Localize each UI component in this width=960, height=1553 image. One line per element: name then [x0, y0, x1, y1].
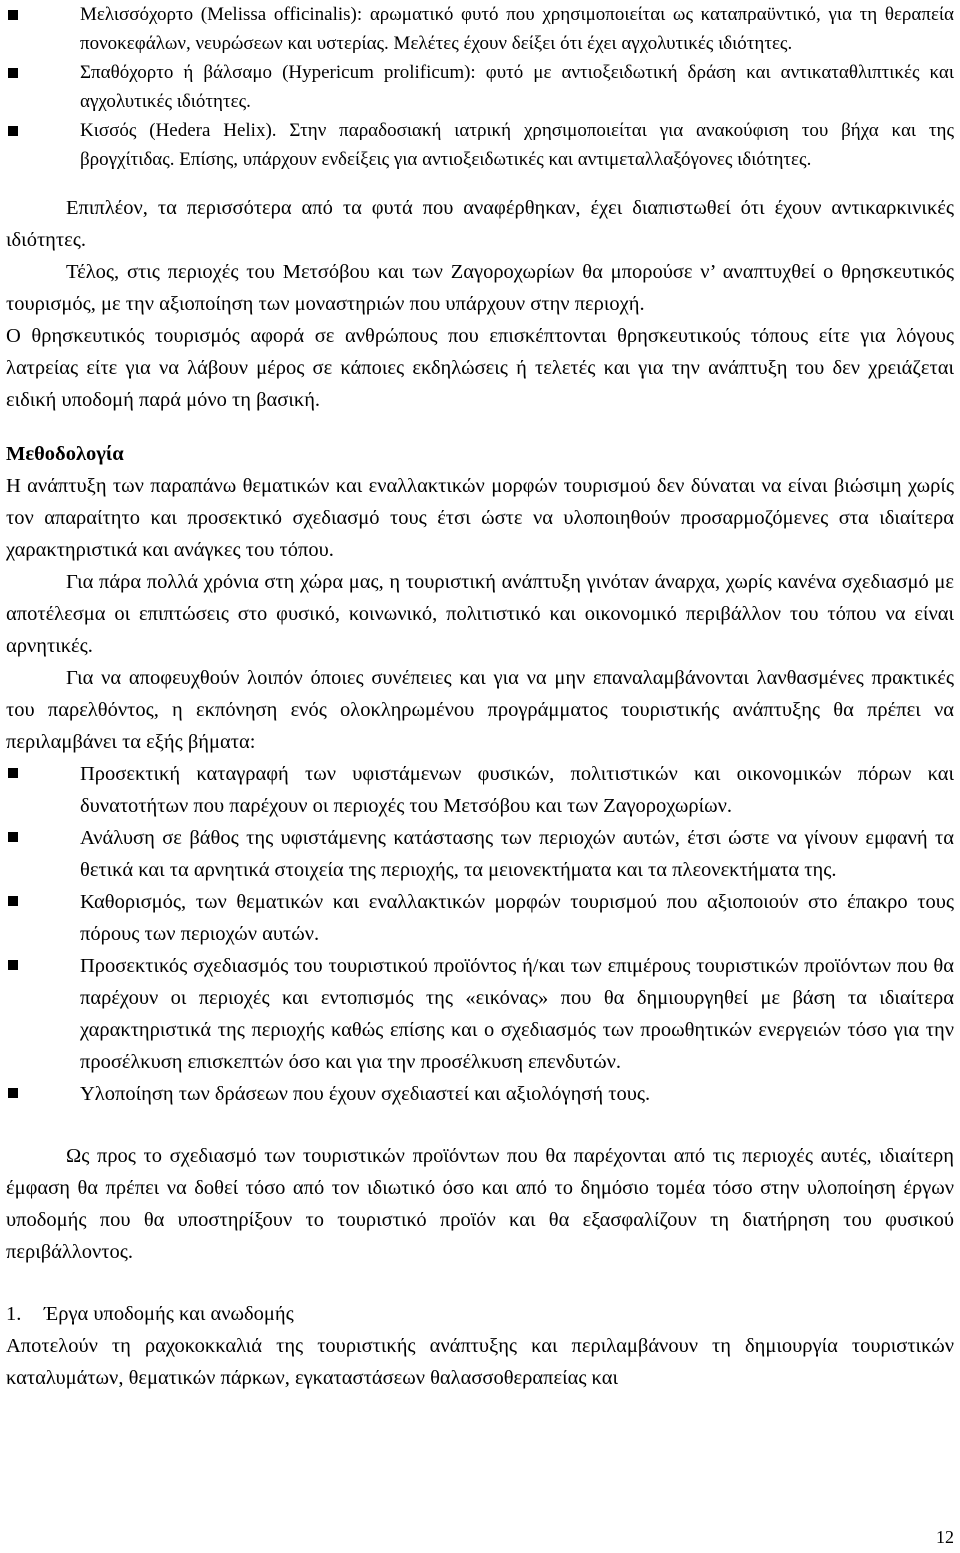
list-item: Υλοποίηση των δράσεων που έχουν σχεδιαστεί και αξιολόγησή τους. — [6, 1078, 954, 1110]
herbs-bullet-list — [6, 0, 954, 174]
anticancer-paragraph: Επιπλέον, τα περισσότερα από τα φυτά που αναφέρθηκαν, έχει διαπιστωθεί ότι έχουν αντικαρκινικές ιδιότητες. — [6, 197, 954, 251]
square-bullet-icon — [8, 832, 18, 842]
list-item: Κισσός (Hedera Helix). Στην παραδοσιακή ιατρική χρησιμοποιείται για ανακούφιση του βήχα και της βρογχίτιδας. Επίσης, υπάρχουν ενδείξεις για αντιοξειδωτικές και αντιμεταλλαξόγονες ιδιότητες. — [6, 116, 954, 174]
section-1-title: Έργα υποδομής και ανωδομής — [44, 1303, 294, 1325]
steps-bullet-list — [6, 758, 954, 1110]
methodology-paragraph-3: Για να αποφευχθούν λοιπόν όποιες συνέπειες και για να μην επαναλαμβάνονται λανθασμένες πρακτικές του παρελθόντος, η εκπόνηση ενός ολοκληρωμένου προγράμματος τουριστικής ανάπτυξης θα πρέπει να περιλαμβάνει τα εξής βήματα: — [6, 667, 954, 753]
list-item: Μελισσόχορτο (Melissa officinalis): αρωματικό φυτό που χρησιμοποιείται ως καταπραϋντικό, για τη θεραπεία πονοκεφάλων, νευρώσεων και υστερίας. Μελέτες έχουν δείξει ότι έχει αγχολυτικές ιδιότητες. — [6, 0, 954, 58]
list-item: Προσεκτικός σχεδιασμός του τουριστικού προϊόντος ή/και των επιμέρους τουριστικών προϊόντων που θα παρέχουν οι περιοχές και εντοπισμός της «εικόνας» που θα δημιουργηθεί με βάση τα ιδιαίτερα χαρακτηριστικά της περιοχής καθώς επίσης και ο σχεδιασμός των προωθητικών ενεργειών τόσο για την προσέλκυση επισκεπτών όσο και για την προσέλκυση επενδυτών. — [6, 950, 954, 1078]
design-paragraph: Ως προς το σχεδιασμό των τουριστικών προϊόντων που θα παρέχονται από τις περιοχές αυτές, ιδιαίτερη έμφαση θα πρέπει να δοθεί τόσο από τον ιδιωτικό όσο και από το δημόσιο τομέα τόσο στην υλοποίηση έργων υποδομής που θα υποστηρίξουν το τουριστικό προϊόν και θα εξασφαλίζουν τη διατήρηση του φυσικού περιβάλλοντος. — [6, 1145, 954, 1263]
section-1-heading — [6, 1298, 954, 1330]
square-bullet-icon — [8, 960, 18, 970]
religious-tourism-paragraph-2: Ο θρησκευτικός τουρισμός αφορά σε ανθρώπους που επισκέπτονται θρησκευτικούς τόπους είτε για λόγους λατρείας είτε για να λάβουν μέρος σε κάποιες εκδηλώσεις ή τελετές και για την ανάπτυξη του δεν χρειάζεται ειδική υποδομή παρά μόνο τη βασική. — [6, 325, 954, 411]
methodology-paragraph-1: Η ανάπτυξη των παραπάνω θεματικών και εναλλακτικών μορφών τουρισμού δεν δύναται να είναι βιώσιμη χωρίς τον απαραίτητο και προσεκτικό σχεδιασμό τους έτσι ώστε να υλοποιηθούν προσαρμοζόμενες στα ιδιαίτερα χαρακτηριστικά και ανάγκες του τόπου. — [6, 475, 954, 561]
square-bullet-icon — [8, 10, 18, 20]
square-bullet-icon — [8, 68, 18, 78]
page-number: 12 — [936, 1527, 954, 1547]
square-bullet-icon — [8, 1088, 18, 1098]
list-item: Προσεκτική καταγραφή των υφιστάμενων φυσικών, πολιτιστικών και οικονομικών πόρων και δυνατοτήτων που παρέχουν οι περιοχές του Μετσόβου και των Ζαγοροχωρίων. — [6, 758, 954, 822]
square-bullet-icon — [8, 896, 18, 906]
list-item: Ανάλυση σε βάθος της υφιστάμενης κατάστασης των περιοχών αυτών, έτσι ώστε να γίνουν εμφανή τα θετικά και τα αρνητικά στοιχεία της περιοχής, τα μειονεκτήματα και τα πλεονεκτήματα της. — [6, 822, 954, 886]
religious-tourism-paragraph-1: Τέλος, στις περιοχές του Μετσόβου και των Ζαγοροχωρίων θα μπορούσε ν’ αναπτυχθεί ο θρησκευτικός τουρισμός, με την αξιοποίηση των μοναστηριών που υπάρχουν στην περιοχή. — [6, 261, 954, 315]
list-item: Σπαθόχορτο ή βάλσαμο (Hypericum prolificum): φυτό με αντιοξειδωτική δράση και αντικαταθλιπτικές και αγχολυτικές ιδιότητες. — [6, 58, 954, 116]
methodology-heading: Μεθοδολογία — [6, 443, 124, 465]
square-bullet-icon — [8, 768, 18, 778]
methodology-paragraph-2: Για πάρα πολλά χρόνια στη χώρα μας, η τουριστική ανάπτυξη γινόταν άναρχα, χωρίς κανένα σχεδιασμό με αποτέλεσμα οι επιπτώσεις στο φυσικό, κοινωνικό, πολιτιστικό και οικονομικό περιβάλλον του τόπου να είναι αρνητικές. — [6, 571, 954, 657]
section-1-paragraph: Αποτελούν τη ραχοκοκκαλιά της τουριστικής ανάπτυξης και περιλαμβάνουν τη δημιουργία τουριστικών καταλυμάτων, θεματικών πάρκων, εγκαταστάσεων θαλασσοθεραπείας και — [6, 1335, 954, 1389]
list-item: Καθορισμός, των θεματικών και εναλλακτικών μορφών τουρισμού που αξιοποιούν στο έπακρο τους πόρους των περιοχών αυτών. — [6, 886, 954, 950]
square-bullet-icon — [8, 126, 18, 136]
page-content — [6, 0, 954, 1394]
section-1-number: 1. — [6, 1303, 22, 1325]
